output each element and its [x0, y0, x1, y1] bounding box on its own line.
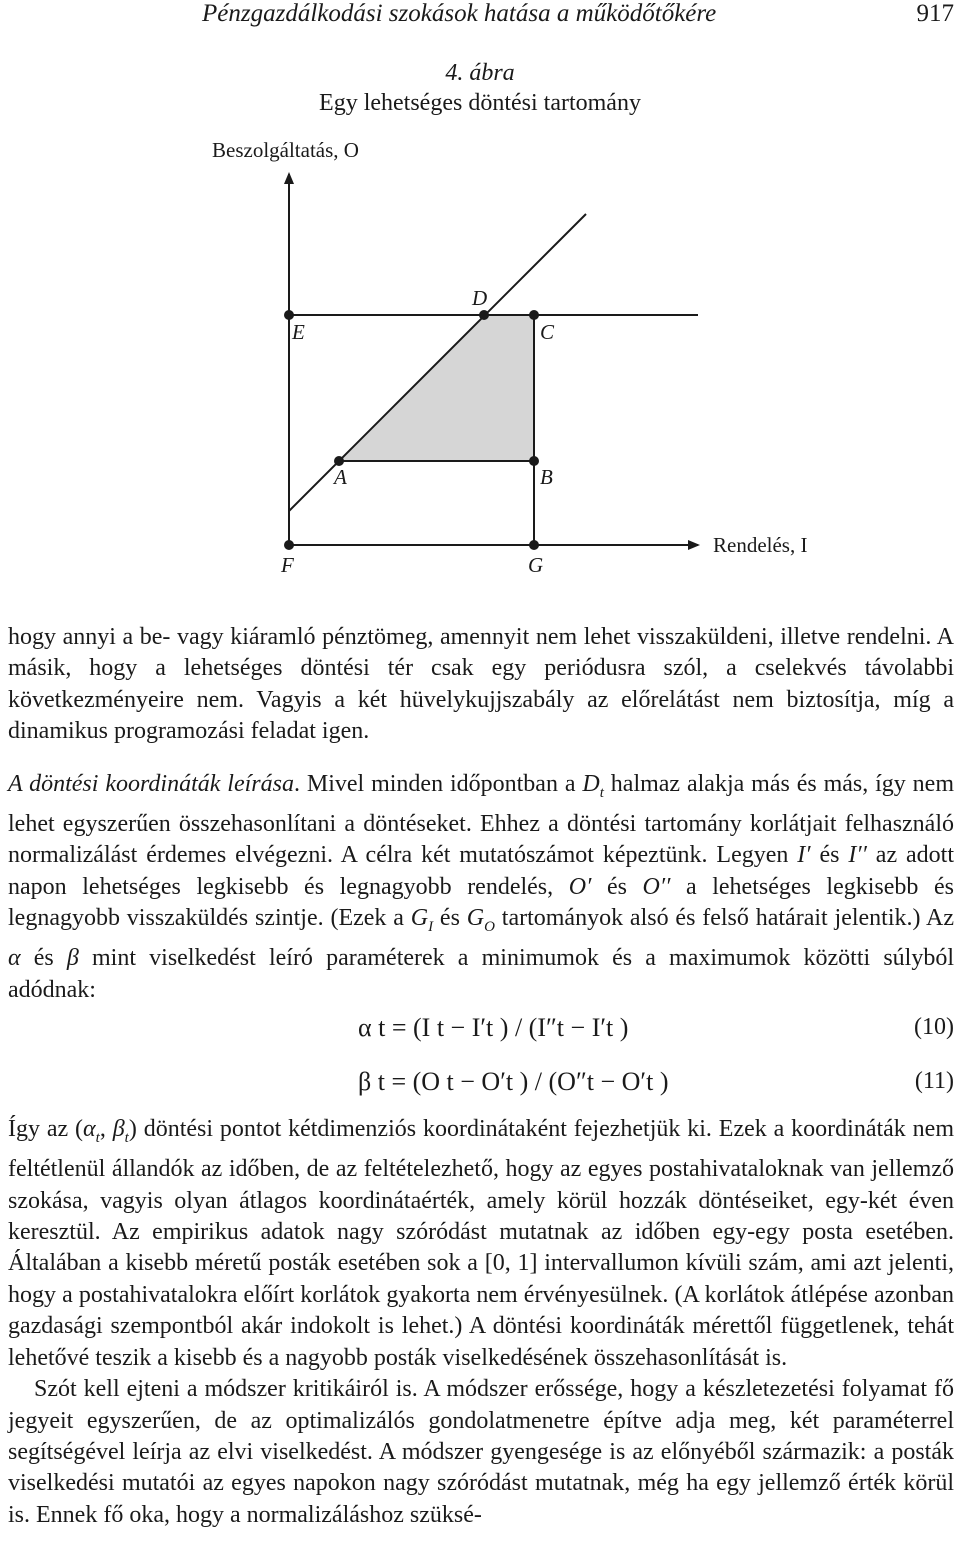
label-a: A: [334, 465, 347, 489]
equation-10: [8, 1006, 954, 1060]
label-f: F: [281, 553, 294, 577]
decision-region: [339, 315, 534, 461]
body-text: [8, 622, 954, 1531]
point-g: [529, 540, 539, 550]
page-header: [0, 0, 960, 40]
paragraph-1: hogy annyi a be- vagy kiáramló pénztömeg, amennyit nem lehet visszaküldeni, illetve rendelni. A másik, hogy a lehetséges döntési tér csak egy periódusra szól, a cselekvés távolabbi következményeire nem. Vagyis a két hüvelykujjszabály az előrelátást nem biztosítja, míg a dinamikus programozási feladat igen.: [8, 624, 954, 745]
section-heading: A döntési koordináták leírása: [8, 770, 294, 797]
equation-10-number: (10): [914, 1014, 954, 1041]
x-axis-label: Rendelés, I: [713, 533, 808, 557]
equation-11: [8, 1060, 954, 1114]
label-c: C: [540, 320, 555, 344]
running-title: Pénzgazdálkodási szokások hatása a működőtőkére: [202, 0, 717, 27]
equation-10-formula: α t = (I t − I′t ) / (I″t − I′t ): [358, 1013, 629, 1043]
figure-number: 4. ábra: [445, 60, 515, 86]
point-d: [479, 310, 489, 320]
paragraph-2: A döntési koordináták leírása. Mivel minden időpontban a $D_t$ halmaz alakja más és más, így nem lehet egyszerűen összehasonlítani a döntéseket. Ehhez a döntési tartomány korlátjait felhasználó normalizálást érdemes elvégezni. A célra két mutatószámot képeztünk. Legyen I′ és I′′ az adott napon lehetséges legkisebb és legnagyobb rendelés, O′ és O′′ a lehetséges legkisebb és legnagyobb visszaküldés szintje. (Ezek a $G_I$ és $G_O$ tartományok alsó és felső határait jelentik.) Az α és β mint viselkedést leíró paraméterek a minimumok és a maximumok közötti súlyból adódnak:: [8, 770, 955, 1003]
label-e: E: [292, 320, 305, 344]
equation-11-number: (11): [914, 1068, 954, 1095]
point-b: [529, 456, 539, 466]
label-b: B: [540, 465, 553, 489]
point-f: [284, 540, 294, 550]
equation-11-formula: β t = (O t − O′t ) / (O″t − O′t ): [358, 1067, 669, 1097]
y-axis-label: Beszolgáltatás, O: [212, 138, 359, 162]
figure-title: Egy lehetséges döntési tartomány: [319, 90, 641, 116]
label-g: G: [528, 553, 544, 577]
paragraph-3: Így az ($\alpha_t$, $\beta_t$) döntési pontot kétdimenziós koordinátaként fejezhetjük ki. Ezek a koordináták nem feltétlenül állandók az időben, de az feltételezhető, hogy az egyes postahivataloknak van jellemző szokása, vagyis olyan átlagos koordinátaérték, amely körül hozzák döntéseiket, egy-két éven keresztül. Az empirikus adatok nagy szóródást mutatnak az időben egy-egy posta esetében. Általában a kisebb méretű posták esetében sok a [0, 1] intervallumon kívüli szám, ami azt jelenti, hogy a postahivatalokra előírt korlátok gyakorta nem érvényesülnek. (A korlátok átlépése azonban gazdasági szempontból akár indokolt is lehet.) A döntési koordináták mérettől függetlenek, tehát lehetővé teszik a kisebb és a nagyobb posták viselkedésének összehasonlítását is.: [8, 1116, 954, 1371]
label-d: D: [472, 286, 488, 310]
point-e: [284, 310, 294, 320]
paragraph-4: Szót kell ejteni a módszer kritikáiról is. A módszer erőssége, hogy a készletezetési folyamat fő jegyeit egyszerűen, de az optimalizálós gondolatmenetre építve adja meg, két paraméterrel segítségével leírja az elvi viselkedést. A módszer gyengesége is az előnyéből származik: a posták viselkedési mutatói az egyes napokon nagy szóródást mutatnak, még ha egy jellemző érték körül is. Ennek fő oka, hogy a normalizáláshoz szüksé-: [8, 1376, 954, 1528]
decision-region-figure: [0, 130, 960, 590]
page-number: 917: [916, 0, 954, 27]
point-c: [529, 310, 539, 320]
